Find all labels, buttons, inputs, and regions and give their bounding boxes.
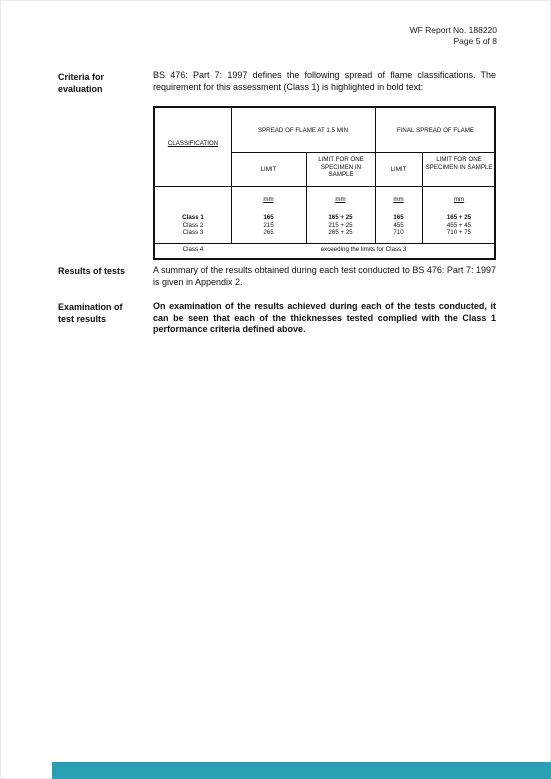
table-cell: 165 + 25: [328, 214, 353, 221]
table-cell: 215: [263, 221, 274, 229]
one-specimen-header-2: LIMIT FOR ONE SPECIMEN IN SAMPLE: [425, 156, 493, 171]
limit-header-1: LIMIT: [260, 166, 277, 173]
spread-header: SPREAD OF FLAME AT 1.5 MIN: [257, 127, 349, 134]
results-text: A summary of the results obtained during each test conducted to BS 476: Part 7: 1997 is given in Appendix 2.: [153, 265, 496, 287]
classification-table: [153, 106, 496, 260]
footer-bar: [52, 762, 551, 779]
table-cell: 165: [263, 214, 274, 221]
examination-text: On examination of the results achieved during each of the tests conducted, it can be seen that each of the thicknesses tested complied with the Class 1 performance criteria defined above.: [153, 301, 496, 334]
table-cell: 265 + 25: [328, 229, 353, 237]
report-number: WF Report No. 188220: [409, 25, 497, 35]
class-4-name: Class 4: [182, 246, 204, 253]
unit-label: mm: [335, 196, 346, 203]
one-specimen-header-1: LIMIT FOR ONE SPECIMEN IN SAMPLE: [318, 156, 364, 179]
criteria-label-line2: evaluation: [58, 83, 103, 94]
report-header: [410, 25, 497, 47]
final-spread-header: FINAL SPREAD OF FLAME: [396, 127, 475, 134]
spread-limit-values: [231, 214, 306, 237]
class-3-name: Class 3: [182, 229, 204, 237]
table-cell: 455 + 45: [446, 221, 472, 229]
final-one-specimen-values: [422, 214, 496, 237]
table-cell: 710 + 75: [446, 229, 472, 237]
table-cell: 165: [393, 214, 404, 221]
table-cell: 265: [263, 229, 274, 237]
classification-header: CLASSIFICATION: [167, 140, 219, 147]
examination-label-line2: test results: [58, 313, 107, 324]
spread-one-specimen-values: [306, 214, 375, 237]
criteria-text: BS 476: Part 7: 1997 defines the following spread of flame classifications. The requirement for this assessment (Class 1) is highlighted in bold text:: [153, 70, 496, 92]
unit-label: mm: [263, 196, 274, 203]
results-label: Results of tests: [58, 266, 126, 276]
class-names: [155, 214, 231, 237]
criteria-label: [58, 72, 148, 95]
table-cell: 165 + 25: [446, 214, 472, 221]
final-limit-values: [375, 214, 422, 237]
unit-label: mm: [453, 196, 465, 203]
class-1-name: Class 1: [182, 214, 204, 221]
limit-header-2: LIMIT: [390, 166, 407, 173]
unit-label: mm: [393, 196, 404, 203]
class-2-name: Class 2: [182, 221, 204, 229]
criteria-label-line1: Criteria for: [58, 72, 105, 82]
table-cell: 710: [393, 229, 404, 237]
examination-label: [58, 302, 148, 325]
table-cell: 215 + 25: [328, 221, 353, 229]
table-cell: 455: [393, 221, 404, 229]
examination-label-line1: Examination of: [58, 302, 123, 312]
page-number: Page 5 of 8: [453, 36, 497, 46]
class-4-text: exceeding the limits for Class 3: [320, 246, 407, 253]
